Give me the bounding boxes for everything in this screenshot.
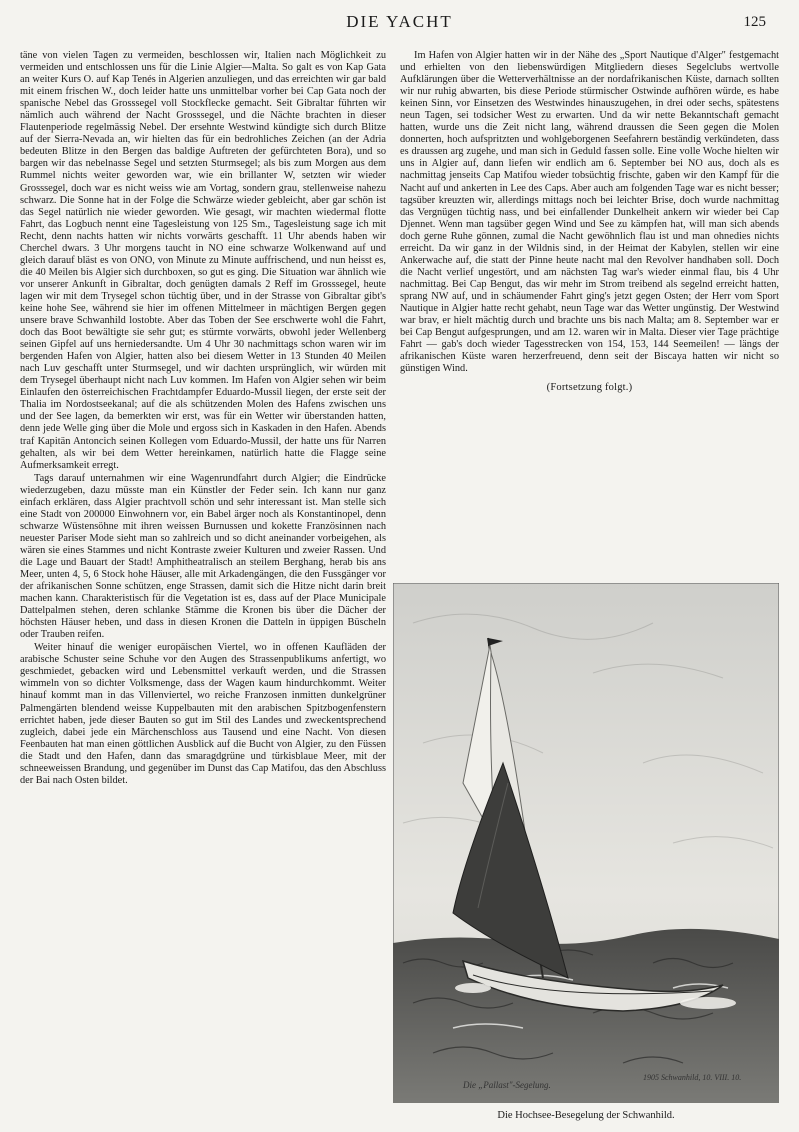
right-column <box>400 50 779 394</box>
inscription-right: 1905 Schwanhild, 10. VIII. 10. <box>643 1073 742 1082</box>
yacht-drawing <box>393 583 779 1103</box>
page-header <box>0 0 799 40</box>
continuation-note: (Fortsetzung folgt.) <box>546 382 633 394</box>
inscription-left: Die „Pallast"-Segelung. <box>463 1080 551 1090</box>
paragraph: Im Hafen von Algier hatten wir in der Nähe des „Sport Nautique d'Alger" festgemacht und erhielten von den liebenswürdigen Mitgliedern dieses Segelclubs wertvolle Aufklärungen über die Wetterverhältnisse an der nordafrikanischen Küste, darnach sollten wir nur ruhig abwarten, bis diese Periode stürmischer Ostwinde aufhören würde, es habe keinen Sinn, vor Einsetzen des Westwindes hinauszugehen, in drei oder sechs, spätestens neun Tagen, sei todsicher West zu erwarten. Und da wir nette Bekanntschaft gemacht hatten, wurde uns die Zeit nicht lang, während draussen die Seen gegen die Molen donnerten, hoch aufspritzten und wohlgeborgenen Seefahrern beständig verkündeten, dass es draussen arg zugehe, und man sich in Geduld fassen solle. Eine volle Woche hielten wir uns in Algier auf, dann liefen wir endlich am 6. September bei NO aus, doch als es nachmittag jenseits Cap Matifou wieder tobsüchtig frischte, gaben wir den Kampf für die Nacht auf und ankerten in Lee des Caps. Aber auch am folgenden Tage war es nicht besser; tagsüber kreuzten wir, allerdings mittags noch bei leichter Brise, doch wurde nachmittag das Vergnügen tüchtig nass, und bei einfallender Dunkelheit ankern wir wieder bei Cap Djennet. Wenn man tagsüber gegen Wind und See zu kämpfen hat, will man sich abends doch gerne Ruhe gönnen, zumal die Nacht gewöhnlich flau ist und man ohnedies nichts erreicht. Da wir ganz in der Wildnis sind, in der Heimat der Kabylen, stellen wir eine Ankerwache auf, die statt der Pinne heute nacht mal den Revolver handhaben soll. Doch die Nacht verlief ungestört, und am nächsten Tag war's wieder einmal flau, bis 4 Uhr nachmittag. Bei Cap Bengut, das wir mehr im Strom treibend als segelnd erreicht hatten, sprang NW auf, und in schäumender Fahrt ging's jetzt gegen Osten; der Herr vom Sport Nautique in Algier hatte recht gehabt, neun Tage war das Wetter ungünstig. Der Westwind war brav, er hielt mächtig durch und brachte uns bis nach Malta; am 8. September war er bei Cap Bengut aufgesprungen, und am 12. waren wir in Malta. Dieser vier Tage prächtige Fahrt — gab's doch wieder Tagesstrecken von 154, 153, 144 Seemeilen! — längs der afrikanischen Küste waren herzerfreuend, denn seit der Biscaya hatten wir nicht so günstigen Wind. <box>400 50 779 375</box>
paragraph: Weiter hinauf die weniger europäischen Viertel, wo in offenen Kaufläden der arabische Schuster seine Schuhe vor den Augen des Strassenpublikums anfertigt, wo geschmiedet, gebacken wird und Lebensmittel verkauft werden, und die Strassen wimmeln von so dichter Volksmenge, dass der Wagen kaum hindurchkommt. Weiter hinauf kommt man in das Villenviertel, wo reiche Franzosen inmitten dunkelgrüner Palmengärten blendend weisse Kuppelbauten mit den arabischen Spitzbogenfenstern errichtet haben, jede dieser Bauten so gut im Stil des Landes und zweckentsprechend zugleich, dabei jede ein Märchenschloss aus Tausend und eine Nacht. Von diesen Feenbauten hat man einen göttlichen Ausblick auf die Bucht von Algier, zu den Füssen die Stadt und den Hafen, dann das smaragdgrüne und türkisblaue Meer, mit der schneeweissen Brandung, und gegenüber im Dunst das Cap Matifou, das den Abschluss der Bai nach Osten bildet. <box>20 642 386 786</box>
left-column <box>20 50 386 787</box>
yacht-illustration <box>393 583 779 1103</box>
journal-title: DIE YACHT <box>346 12 453 31</box>
paragraph: täne von vielen Tagen zu vermeiden, beschlossen wir, Italien nach Möglichkeit zu vermeiden und entschlossen uns für die Linie Algier—Malta. So galt es von Kap Gata an weiter Kurs O. auf Kap Tenés in Algerien anzuliegen, und das erreichten wir gar bald mit einem frischen W., doch leider hatte uns unmittelbar vorher bei Cap Gata noch der spanische Nebel das Grosssegel voll Stockflecke gemacht. Seit Gibraltar führten wir nämlich auch während der Nacht Grosssegel, und die Nächte brachten in dieser Flautenperiode regelmässig Nebel. Der ersehnte Westwind kündigte sich durch Blitze auf der Sierra-Nevada an, wir hielten das für ein bedrohliches Zeichen (an der Adria bedeuten Blitze in den Bergen das baldige Auftreten der gefürchteten Bora), und so bargen wir das nebelnasse Segel und setzten Sturmsegel; als bis zum Morgen aus dem Rummel nichts weiter geworden war, wie ein brillanter W, setzten wir wieder Grosssegel, doch war es nicht weiss wie am Vortag, sondern grau, stellenweise nahezu schwarz. Die Sonne hat in der Folge die Schwärze wieder gebleicht, aber gar schön ist das Segel natürlich nie wieder geworden. Wie gesagt, wir machten wiedermal flotte Fahrt, das Logbuch nennt eine Tagesleistung von 125 Sm., Tagesleistung sage ich mit Recht, denn nachts hatten wir nichts vorwärts geschafft. 11 Uhr abends haben wir Cherchel dwars. 3 Uhr morgens taucht in NO eine schwarze Wolkenwand auf und gleich darauf bläst es von ONO, von Minute zu Minute auffrischend, und nun heisst es, die 40 Meilen bis Algier sich durchboxen, so gut es ging. Die Situation war ähnlich wie vor unserer Ankunft in Gibraltar, doch genügten damals 2 Reff im Grosssegel, heute lagen wir mit dem Trysegel schon tüchtig über, und in der Strasse von Gibraltar gibt's keine hohe See, während sie hier im offenen Mittelmeer in mächtigen Bergen gegen unsere brave Schwanhild lostobte. Aber das Toben der See erschwerte wohl die Fahrt, doch das Boot bewältigte sie sehr gut; es stürmte vorwärts, obwohl jeder Wellenberg seinen Gipfel auf uns herniedersandte. Um 4 Uhr 30 nachmittags schon waren wir im bergenden Hafen von Algier, hatten also bei diesem Wetter in 13 Stunden 40 Meilen nach Luv geschafft unter Sturmsegel, und wir dachten ursprünglich, wir würden mit dem Trysegel überhaupt nicht nach Luv kommen. Im Hafen von Algier sehen wir beim Einlaufen den österreichischen Frachtdampfer Eduardo-Mussil liegen, der erste seit der Thalia im Nordostseekanal; auf die als schützenden Molen des Hafens zwischen uns und der See lagen, da bemerkten wir erst, was für ein Wetter wir überstanden hatten, denn jede Welle ging über die Mole und ergoss sich in Kaskaden in den Hafen. Abends traf Kapitän Antoncich seinen Kollegen vom Eduardo-Mussil, der hatte uns für Narren gehalten, als wir bei dem Wetter hereinkamen, natürlich hatte die Flagge seine Aufmerksamkeit erregt. <box>20 50 386 471</box>
paragraph: Tags darauf unternahmen wir eine Wagenrundfahrt durch Algier; die Eindrücke wiederzugeben, dazu müsste man ein Künstler der Feder sein. Ich kann nur ganz einfach erklären, dass Algier prachtvoll schön und sehr interessant ist. Man stelle sich eine Stadt von 200000 Einwohnern vor, ein Babel ärger noch als Konstantinopel, denn schwarze Wüstensöhne mit ihren weissen Burnussen und kokette Französinnen nach neuester Pariser Mode sieht man so zahlreich und so dicht aneinander vorbeigehen, als wären sie eines Stammes und nicht Kontraste zweier Kulturen und zweier Rassen. Und die Lage und Bauart der Stadt! Amphitheatralisch an steilem Berghang, herab bis ans Meer, unten 4, 5, 6 Stock hohe Häuser, alle mit Arkadengängen, die den Fussgänger vor der afrikanischen Sonne schützen, enge Strassen, damit sich die Hitze nicht darin breit machen kann. Charakteristisch für die Vegetation ist es, dass auf der Place Municipale Dattelpalmen stehen, deren schlanke Stämme die Kronen bis über die Dächer der höchsten Häuser heben, und dass in diesen Kronen die Datteln in üppigen Büscheln oder Trauben reifen. <box>20 472 386 641</box>
figure-caption: Die Hochsee-Besegelung der Schwanhild. <box>497 1110 675 1121</box>
page-number: 125 <box>743 14 766 30</box>
